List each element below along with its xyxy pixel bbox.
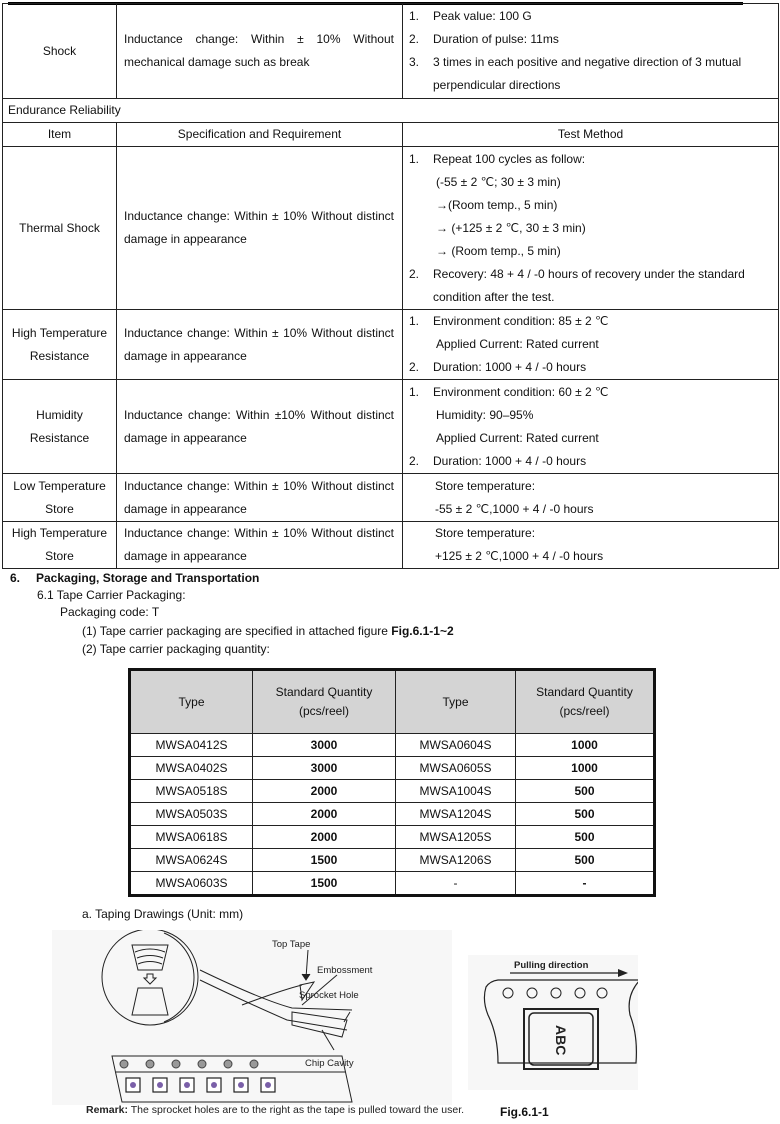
type-cell: MWSA1004S <box>396 780 516 803</box>
sprocket-hole-icon <box>224 1060 232 1068</box>
table-row <box>130 872 655 896</box>
sprocket-hole-icon <box>597 988 607 998</box>
method-step: → (Room temp., 5 min) <box>436 243 561 258</box>
callout-top-tape: Top Tape <box>272 939 311 950</box>
method-step: Peak value: 100 G <box>433 9 532 23</box>
type-cell: MWSA0518S <box>130 780 253 803</box>
item-cell <box>3 522 117 569</box>
method-cell <box>403 147 779 310</box>
header-method: Test Method <box>403 123 779 147</box>
method-step: → (+125 ± 2 ℃, 30 ± 3 min) <box>436 220 586 235</box>
table-row-high-temp-resistance <box>3 310 779 380</box>
section-heading <box>10 571 259 585</box>
quantity-cell: 2000 <box>253 780 396 803</box>
figure-caption: Fig.6.1-1 <box>500 1105 549 1119</box>
packaging-item-1 <box>82 624 454 638</box>
header-spec: Specification and Requirement <box>117 123 403 147</box>
pulling-direction-drawing <box>468 955 638 1090</box>
type-cell: MWSA0624S <box>130 849 253 872</box>
quantity-header-row <box>130 670 655 734</box>
list-number: 1. <box>409 384 420 399</box>
quantity-cell: 2000 <box>253 826 396 849</box>
method-step: Store temperature: <box>435 526 536 540</box>
list-number: 2. <box>409 453 420 468</box>
list-number: 1. <box>409 151 420 166</box>
sprocket-hole-icon <box>172 1060 180 1068</box>
method-step: 3 times in each positive and negative direction of 3 mutual perpendicular directions <box>433 55 742 92</box>
sprocket-hole-icon <box>198 1060 206 1068</box>
quantity-table <box>128 668 656 897</box>
type-cell: MWSA1206S <box>396 849 516 872</box>
sprocket-hole-icon <box>250 1060 258 1068</box>
sprocket-hole-icon <box>120 1060 128 1068</box>
spec-cell: Inductance change: Within ± 10% Without distinct damage in appearance <box>117 310 403 380</box>
quantity-cell: 1000 <box>516 757 655 780</box>
type-cell: MWSA0603S <box>130 872 253 896</box>
item-line: Resistance <box>29 430 90 445</box>
header-line: Standard Quantity <box>275 685 373 699</box>
table-row-humidity-resistance <box>3 380 779 474</box>
header-type: Type <box>130 670 253 734</box>
heading-text: Packaging, Storage and Transportation <box>36 571 260 585</box>
method-step: Duration of pulse: 11ms <box>433 32 559 46</box>
remark-note <box>86 1104 464 1116</box>
item-line: Resistance <box>29 348 90 363</box>
reliability-table <box>2 3 779 569</box>
reel-tape-drawing <box>52 930 452 1105</box>
table-row <box>130 757 655 780</box>
method-cell <box>403 522 779 569</box>
sprocket-hole-icon <box>527 988 537 998</box>
quantity-cell: 500 <box>516 849 655 872</box>
type-cell: MWSA1204S <box>396 803 516 826</box>
quantity-cell: 500 <box>516 803 655 826</box>
item-line: High Temperature <box>11 526 108 540</box>
header-line: Standard Quantity <box>536 685 633 699</box>
method-step: Duration: 1000 + 4 / -0 hours <box>433 453 587 468</box>
method-cell <box>403 380 779 474</box>
quantity-cell: 3000 <box>253 757 396 780</box>
remark-text: The sprocket holes are to the right as the tape is pulled toward the user. <box>128 1104 465 1116</box>
method-step: Applied Current: Rated current <box>436 337 599 351</box>
item-cell <box>3 310 117 380</box>
table-row-thermal-shock <box>3 147 779 310</box>
type-cell: MWSA0402S <box>130 757 253 780</box>
quantity-cell: 1500 <box>253 849 396 872</box>
reel-icon <box>102 930 198 1025</box>
quantity-cell: 500 <box>516 826 655 849</box>
tape-top-view <box>468 955 638 1090</box>
method-step: -55 ± 2 ℃,1000 + 4 / -0 hours <box>435 501 594 516</box>
packaging-code: Packaging code: T <box>60 605 160 619</box>
method-step: Environment condition: 60 ± 2 ℃ <box>433 384 609 399</box>
item-line: Low Temperature <box>13 478 106 493</box>
quantity-cell: 3000 <box>253 734 396 757</box>
header-line: (pcs/reel) <box>559 704 610 718</box>
arrow-right-icon <box>618 969 628 977</box>
reel-window-bottom <box>132 988 168 1015</box>
type-cell: MWSA0604S <box>396 734 516 757</box>
list-number: 3. <box>409 55 420 69</box>
pulling-direction-label: Pulling direction <box>514 960 589 971</box>
method-step: Recovery: 48 + 4 / -0 hours of recovery under the standard condition after the test. <box>433 266 745 304</box>
method-step: Duration: 1000 + 4 / -0 hours <box>433 360 587 374</box>
table-row <box>130 780 655 803</box>
method-cell <box>403 310 779 380</box>
callout-chip-cavity: Chip Cavity <box>305 1058 354 1069</box>
method-step: →(Room temp., 5 min) <box>436 197 558 212</box>
method-step: Environment condition: 85 ± 2 ℃ <box>433 314 609 328</box>
method-step: Applied Current: Rated current <box>436 430 599 445</box>
quantity-cell: 1500 <box>253 872 396 896</box>
method-cell <box>403 4 779 99</box>
packaging-item-2: (2) Tape carrier packaging quantity: <box>82 642 270 656</box>
header-type: Type <box>396 670 516 734</box>
type-cell: MWSA0605S <box>396 757 516 780</box>
table-row <box>130 849 655 872</box>
item-line: Humidity <box>36 407 83 422</box>
list-number: 1. <box>409 9 420 23</box>
spec-cell: Inductance change: Within ± 10% Without distinct damage in appearance <box>117 522 403 569</box>
remark-label: Remark: <box>86 1104 129 1116</box>
item-line: Store <box>45 501 74 516</box>
table-row <box>130 803 655 826</box>
item-text: (1) Tape carrier packaging are specified in attached figure <box>82 624 392 638</box>
method-step: Store temperature: <box>435 478 536 493</box>
list-number: 2. <box>409 360 420 374</box>
item-line: Store <box>45 549 74 563</box>
table-row <box>130 826 655 849</box>
section-title: Endurance Reliability <box>3 99 779 123</box>
item-cell <box>3 380 117 474</box>
subsection-heading: 6.1 Tape Carrier Packaging: <box>37 588 186 602</box>
reel-rim <box>164 933 194 1022</box>
header-row <box>3 123 779 147</box>
section-row <box>3 99 779 123</box>
sprocket-hole-icon <box>503 988 513 998</box>
list-number: 2. <box>409 32 420 46</box>
type-cell: - <box>396 872 516 896</box>
spec-cell: Inductance change: Within ±10% Without distinct damage in appearance <box>117 380 403 474</box>
spec-cell: Inductance change: Within ± 10% Without distinct damage in appearance <box>117 474 403 522</box>
method-step: Humidity: 90–95% <box>436 407 534 422</box>
reel-hub-arrow <box>144 974 156 984</box>
type-cell: MWSA0618S <box>130 826 253 849</box>
sprocket-hole-icon <box>551 988 561 998</box>
quantity-cell: 2000 <box>253 803 396 826</box>
method-step: +125 ± 2 ℃,1000 + 4 / -0 hours <box>435 549 604 563</box>
list-number: 1. <box>409 314 420 328</box>
item-cell <box>3 474 117 522</box>
sprocket-hole-icon <box>575 988 585 998</box>
spec-cell: Inductance change: Within ± 10% Without distinct damage in appearance <box>117 147 403 310</box>
item-line: High Temperature <box>11 325 108 340</box>
type-cell: MWSA0503S <box>130 803 253 826</box>
quantity-cell: 500 <box>516 780 655 803</box>
taping-drawings-label: a. Taping Drawings (Unit: mm) <box>82 907 244 921</box>
header-line: (pcs/reel) <box>298 704 349 718</box>
callout-sprocket-hole: Sprocket Hole <box>299 990 359 1001</box>
header-item: Item <box>3 123 117 147</box>
method-step: (-55 ± 2 ℃; 30 ± 3 min) <box>436 174 561 189</box>
sprocket-hole-icon <box>146 1060 154 1068</box>
figure-reference: Fig.6.1-1~2 <box>391 624 454 638</box>
method-cell <box>403 474 779 522</box>
table-row-low-temp-store <box>3 474 779 522</box>
reel-diagram <box>52 930 452 1105</box>
method-step: Repeat 100 cycles as follow: <box>433 151 586 166</box>
chip-marking: ABC <box>553 1025 569 1056</box>
quantity-cell: 1000 <box>516 734 655 757</box>
spec-cell: Inductance change: Within ± 10% Without mechanical damage such as break <box>117 4 403 99</box>
quantity-cell: - <box>516 872 655 896</box>
table-row-high-temp-store <box>3 522 779 569</box>
item-cell: Thermal Shock <box>3 147 117 310</box>
carrier-tape <box>292 1012 347 1037</box>
list-number: 2. <box>409 266 420 281</box>
header-quantity <box>516 670 655 734</box>
type-cell: MWSA0412S <box>130 734 253 757</box>
header-quantity <box>253 670 396 734</box>
type-cell: MWSA1205S <box>396 826 516 849</box>
heading-number: 6. <box>10 571 21 585</box>
item-cell: Shock <box>3 4 117 99</box>
table-row-shock <box>3 4 779 99</box>
table-row <box>130 734 655 757</box>
callout-embossment: Embossment <box>317 965 373 976</box>
